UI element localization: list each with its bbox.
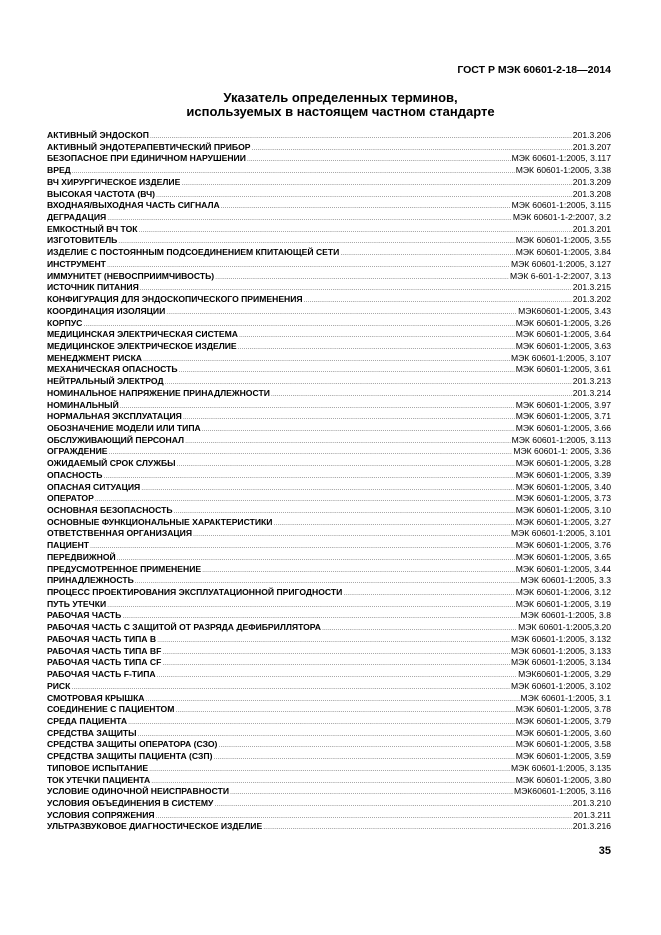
entry-reference: МЭК 60601-1:2005, 3.64 xyxy=(515,329,611,340)
entry-term: СМОТРОВАЯ КРЫШКА xyxy=(47,692,145,703)
entry-term: ИСТОЧНИК ПИТАНИЯ xyxy=(47,282,139,293)
leader-dots xyxy=(218,740,514,752)
entry-reference: МЭК 60601-1-2:2007, 3.2 xyxy=(512,212,611,223)
entry-term: РАБОЧАЯ ЧАСТЬ ТИПА BF xyxy=(47,645,162,656)
leader-dots xyxy=(193,529,510,541)
entry-term: ПРЕДУСМОТРЕННОЕ ПРИМЕНЕНИЕ xyxy=(47,563,202,574)
index-entry xyxy=(47,306,611,318)
entry-reference: МЭК 60601-1:2006, 3.12 xyxy=(515,587,611,598)
entry-term: РИСК xyxy=(47,680,71,691)
entry-term: ОБОЗНАЧЕНИЕ МОДЕЛИ ИЛИ ТИПА xyxy=(47,422,201,433)
entry-reference: МЭК 60601-1:2005, 3.55 xyxy=(515,235,611,246)
index-entry xyxy=(47,751,611,763)
entry-term: АКТИВНЫЙ ЭНДОСКОП xyxy=(47,130,149,140)
index-entry xyxy=(47,165,611,177)
leader-dots xyxy=(107,213,512,225)
index-entry xyxy=(47,177,611,189)
entry-reference: МЭК 60601-1:2005, 3.58 xyxy=(515,739,611,750)
index-entry xyxy=(47,458,611,470)
index-entry xyxy=(47,235,611,247)
entry-term: ОСНОВНАЯ БЕЗОПАСНОСТЬ xyxy=(47,505,173,515)
entry-reference: МЭК 60601-1:2005, 3.97 xyxy=(515,399,611,410)
index-entry xyxy=(47,622,611,634)
entry-term: НОРМАЛЬНАЯ ЭКСПЛУАТАЦИЯ xyxy=(47,411,182,422)
entry-term: РАБОЧАЯ ЧАСТЬ ТИПА CF xyxy=(47,657,162,668)
entry-term: ОПАСНАЯ СИТУАЦИЯ xyxy=(47,481,141,492)
entry-reference: 201.3.206 xyxy=(572,130,611,140)
index-entry xyxy=(47,470,611,482)
entry-term: ОЖИДАЕМЫЙ СРОК СЛУЖБЫ xyxy=(47,458,176,469)
entry-reference: МЭК 60601-1:2005, 3.27 xyxy=(515,516,611,527)
entry-reference: МЭК 60601-1:2005, 3.135 xyxy=(510,762,611,773)
leader-dots xyxy=(177,459,515,471)
entry-reference: МЭК 60601-1:2005, 3.40 xyxy=(515,481,611,492)
entry-term: КОРПУС xyxy=(47,317,83,328)
entry-reference: МЭК 60601-1:2005, 3.3 xyxy=(520,575,611,586)
index-entry xyxy=(47,411,611,423)
entry-reference: МЭК 60601-1:2005, 3.71 xyxy=(515,411,611,422)
leader-dots xyxy=(202,565,515,577)
entry-reference: МЭК60601-1:2005, 3.116 xyxy=(513,786,611,797)
index-entry xyxy=(47,200,611,212)
index-entry xyxy=(47,423,611,435)
index-entry xyxy=(47,353,611,365)
entry-term: КОНФИГУРАЦИЯ ДЛЯ ЭНДОСКОПИЧЕСКОГО ПРИМЕНЕНИЯ xyxy=(47,294,303,305)
index-entry xyxy=(47,294,611,306)
index-entry xyxy=(47,681,611,693)
entry-reference: 201.3.211 xyxy=(573,809,611,820)
entry-term: ПРИНАДЛЕЖНОСТЬ xyxy=(47,575,134,586)
entry-term: ОПАСНОСТЬ xyxy=(47,469,103,480)
entry-reference: МЭК 60601-1:2005, 3.60 xyxy=(515,727,611,738)
entry-term: БЕЗОПАСНОЕ ПРИ ЕДИНИЧНОМ НАРУШЕНИИ xyxy=(47,153,246,164)
index-entry xyxy=(47,821,611,833)
entry-reference: МЭК 60601-1: 2005, 3.36 xyxy=(513,446,611,457)
leader-dots xyxy=(238,342,515,354)
leader-dots xyxy=(263,822,572,834)
index-entry xyxy=(47,341,611,353)
entry-reference: МЭК 60601-1:2005, 3.132 xyxy=(510,633,611,644)
entry-reference: МЭК 60601-1:2005, 3.134 xyxy=(510,657,611,668)
entry-term: ПАЦИЕНТ xyxy=(47,540,90,551)
entry-term: ТИПОВОЕ ИСПЫТАНИЕ xyxy=(47,762,149,773)
index-entry xyxy=(47,646,611,658)
index-entry xyxy=(47,517,611,529)
entry-term: ВЫСОКАЯ ЧАСТОТА (ВЧ) xyxy=(47,188,155,199)
leader-dots xyxy=(162,658,510,670)
entry-reference: 201.3.207 xyxy=(572,141,611,152)
index-entry xyxy=(47,798,611,810)
leader-dots xyxy=(215,272,509,284)
leader-dots xyxy=(166,307,517,319)
entry-term: МЕНЕДЖМЕНТ РИСКА xyxy=(47,352,143,363)
entry-term: ВХОДНАЯ/ВЫХОДНАЯ ЧАСТЬ СИГНАЛА xyxy=(47,200,220,211)
entry-term: СРЕДСТВА ЗАЩИТЫ ПАЦИЕНТА (СЗП) xyxy=(47,751,213,762)
index-entry xyxy=(47,142,611,154)
entry-term: ОСНОВНЫЕ ФУНКЦИОНАЛЬНЫЕ ХАРАКТЕРИСТИКИ xyxy=(47,516,273,527)
leader-dots xyxy=(181,178,571,190)
entry-term: СРЕДСТВА ЗАЩИТЫ xyxy=(47,727,137,738)
index-entry xyxy=(47,212,611,224)
index-entry xyxy=(47,634,611,646)
entry-reference: МЭК 60601-1:2005, 3.76 xyxy=(515,540,611,551)
entry-term: ОГРАЖДЕНИЕ xyxy=(47,446,108,457)
entry-term: АКТИВНЫЙ ЭНДОТЕРАПЕВТИЧЕСКИЙ ПРИБОР xyxy=(47,141,251,152)
entry-reference: МЭК 60601-1:2005, 3.1 xyxy=(520,692,611,703)
index-entry xyxy=(47,259,611,271)
leader-dots xyxy=(202,424,515,436)
entry-term: ОБСЛУЖИВАЮЩИЙ ПЕРСОНАЛ xyxy=(47,434,185,445)
leader-dots xyxy=(340,248,514,260)
entry-term: ПРОЦЕСС ПРОЕКТИРОВАНИЯ ЭКСПЛУАТАЦИОННОЙ ПРИГОДНОСТИ xyxy=(47,587,343,598)
leader-dots xyxy=(213,752,514,764)
entry-term: УСЛОВИЕ ОДИНОЧНОЙ НЕИСПРАВНОСТИ xyxy=(47,786,230,797)
leader-dots xyxy=(162,647,510,659)
index-entry xyxy=(47,540,611,552)
index-entry xyxy=(47,130,611,142)
entry-reference: 201.3.213 xyxy=(572,376,611,387)
entry-term: МЕДИЦИНСКАЯ ЭЛЕКТРИЧЕСКАЯ СИСТЕМА xyxy=(47,329,238,340)
entry-reference: МЭК60601-1:2005, 3.29 xyxy=(518,669,611,680)
leader-dots xyxy=(273,518,514,530)
entry-reference: МЭК 60601-1:2005, 3.28 xyxy=(515,458,611,469)
entry-term: ИЗДЕЛИЕ С ПОСТОЯННЫМ ПОДСОЕДИНЕНИЕМ КПИТАЮЩЕЙ СЕТИ xyxy=(47,247,340,258)
entry-reference: МЭК 60601-1:2005, 3.113 xyxy=(511,434,611,445)
index-entry xyxy=(47,482,611,494)
entry-term: ВЧ ХИРУРГИЧЕСКОЕ ИЗДЕЛИЕ xyxy=(47,176,181,187)
leader-dots xyxy=(179,365,515,377)
document-header: ГОСТ Р МЭК 60601-2-18—2014 xyxy=(457,64,611,76)
entry-term: СОЕДИНЕНИЕ С ПАЦИЕНТОМ xyxy=(47,704,175,715)
index-entry xyxy=(47,669,611,681)
entry-reference: 201.3.216 xyxy=(572,821,611,832)
leader-dots xyxy=(103,471,514,483)
entry-term: НЕЙТРАЛЬНЫЙ ЭЛЕКТРОД xyxy=(47,376,164,387)
index-entry xyxy=(47,728,611,740)
leader-dots xyxy=(185,436,511,448)
entry-reference: МЭК 60601-1:2005, 3.107 xyxy=(510,352,611,363)
entry-term: РАБОЧАЯ ЧАСТЬ С ЗАЩИТОЙ ОТ РАЗРЯДА ДЕФИБРИЛЛЯТОРА xyxy=(47,622,321,633)
leader-dots xyxy=(128,717,515,729)
entry-reference: МЭК 60601-1:2005, 3.127 xyxy=(510,258,611,269)
index-entry xyxy=(47,282,611,294)
entry-term: ТОК УТЕЧКИ ПАЦИЕНТА xyxy=(47,774,151,785)
index-entry xyxy=(47,493,611,505)
index-entry xyxy=(47,329,611,341)
entry-term: ОПЕРАТОР xyxy=(47,493,94,504)
entry-term: РАБОЧАЯ ЧАСТЬ F-ТИПА xyxy=(47,669,156,680)
index-entry xyxy=(47,739,611,751)
leader-dots xyxy=(157,635,510,647)
index-entry xyxy=(47,271,611,283)
leader-dots xyxy=(175,705,514,717)
entry-reference: МЭК 60601-1:2005, 3.39 xyxy=(515,469,611,480)
title-line-2: используемых в настоящем частном стандарте xyxy=(186,104,495,119)
index-entry xyxy=(47,435,611,447)
index-entry xyxy=(47,364,611,376)
entry-reference: 201.3.208 xyxy=(572,188,611,199)
entry-reference: 201.3.202 xyxy=(572,294,611,305)
entry-reference: МЭК 60601-1:2005, 3.78 xyxy=(515,704,611,715)
index-entry xyxy=(47,247,611,259)
leader-dots xyxy=(143,354,510,366)
entry-reference: МЭК 60601-1:2005, 3.80 xyxy=(515,774,611,785)
entry-term: МЕДИЦИНСКОЕ ЭЛЕКТРИЧЕСКОЕ ИЗДЕЛИЕ xyxy=(47,340,237,351)
entry-term: СРЕДА ПАЦИЕНТА xyxy=(47,715,128,726)
entry-term: РАБОЧАЯ ЧАСТЬ xyxy=(47,610,122,621)
index-entry xyxy=(47,716,611,728)
index-entry xyxy=(47,610,611,622)
index-entry xyxy=(47,376,611,388)
index-entry xyxy=(47,693,611,705)
leader-dots xyxy=(214,799,571,811)
leader-dots xyxy=(139,225,572,237)
entry-reference: МЭК 60601-1:2005, 3.73 xyxy=(515,493,611,504)
entry-reference: МЭК 60601-1:2005, 3.133 xyxy=(510,645,611,656)
entry-reference: МЭК 60601-1:2005, 3.101 xyxy=(510,528,611,539)
leader-dots xyxy=(183,412,515,424)
entry-reference: МЭК 60601-1:2005, 3.38 xyxy=(515,165,611,176)
entry-term: НОМИНАЛЬНЫЙ xyxy=(47,399,119,410)
index-entry xyxy=(47,786,611,798)
entry-term: ОТВЕТСТВЕННАЯ ОРГАНИЗАЦИЯ xyxy=(47,528,193,539)
index-entry xyxy=(47,189,611,201)
leader-dots xyxy=(239,330,515,342)
entry-term: УЛЬТРАЗВУКОВОЕ ДИАГНОСТИЧЕСКОЕ ИЗДЕЛИЕ xyxy=(47,821,263,832)
entry-term: НОМИНАЛЬНОЕ НАПРЯЖЕНИЕ ПРИНАДЛЕЖНОСТИ xyxy=(47,387,270,398)
entry-reference: 201.3.214 xyxy=(572,387,611,398)
entry-term: УСЛОВИЯ ОБЪЕДИНЕНИЯ В СИСТЕМУ xyxy=(47,797,214,808)
entry-reference: МЭК 60601-1:2005, 3.66 xyxy=(515,422,611,433)
entry-reference: МЭК 60601-1:2005, 3.10 xyxy=(515,505,611,515)
entry-reference: МЭК60601-1:2005, 3.43 xyxy=(518,305,611,316)
entry-reference: МЭК 60601-1:2005, 3.26 xyxy=(515,317,611,328)
entry-reference: МЭК 6-601-1-2:2007, 3.13 xyxy=(510,270,611,281)
index-entry xyxy=(47,775,611,787)
entry-reference: МЭК 60601-1:2005, 3.59 xyxy=(515,751,611,762)
entry-reference: 201.3.209 xyxy=(572,176,611,187)
index-entry xyxy=(47,318,611,330)
entry-term: ПУТЬ УТЕЧКИ xyxy=(47,598,107,609)
index-entry xyxy=(47,552,611,564)
entry-reference: МЭК 60601-1:2005, 3.84 xyxy=(515,247,611,258)
page-title xyxy=(0,91,661,119)
entry-term: ЕМКОСТНЫЙ ВЧ ТОК xyxy=(47,223,138,234)
index-entry xyxy=(47,657,611,669)
entry-term: ИЗГОТОВИТЕЛЬ xyxy=(47,235,118,246)
index-entry xyxy=(47,224,611,236)
leader-dots xyxy=(221,201,511,213)
index-entry xyxy=(47,704,611,716)
entry-term: СРЕДСТВА ЗАЩИТЫ ОПЕРАТОРА (СЗО) xyxy=(47,739,218,750)
entry-reference: МЭК 60601-1:2005, 3.8 xyxy=(520,610,611,621)
entry-term: ИММУНИТЕТ (НЕВОСПРИИМЧИВОСТЬ) xyxy=(47,270,215,281)
index-entry xyxy=(47,587,611,599)
leader-dots xyxy=(107,600,515,612)
entry-reference: МЭК 60601-1:2005, 3.44 xyxy=(515,563,611,574)
leader-dots xyxy=(90,541,515,553)
entry-term: ДЕГРАДАЦИЯ xyxy=(47,212,107,223)
entry-reference: МЭК 60601-1:2005, 3.79 xyxy=(515,715,611,726)
index-entry xyxy=(47,763,611,775)
index-entry xyxy=(47,564,611,576)
leader-dots xyxy=(343,588,514,600)
index-entry xyxy=(47,153,611,165)
index-entry xyxy=(47,446,611,458)
entry-term: РАБОЧАЯ ЧАСТЬ ТИПА В xyxy=(47,633,157,644)
index-entry xyxy=(47,810,611,822)
entry-term: ПЕРЕДВИЖНОЙ xyxy=(47,551,116,562)
index-entry xyxy=(47,528,611,540)
entry-reference: МЭК 60601-1:2005, 3.115 xyxy=(511,200,611,211)
index-entry xyxy=(47,599,611,611)
index-entry xyxy=(47,575,611,587)
leader-dots xyxy=(322,623,517,635)
entry-reference: МЭК 60601-1:2005, 3.63 xyxy=(515,340,611,351)
leader-dots xyxy=(141,483,515,495)
entry-term: МЕХАНИЧЕСКАЯ ОПАСНОСТЬ xyxy=(47,364,178,375)
entry-reference: 201.3.210 xyxy=(572,797,611,808)
entry-reference: 201.3.201 xyxy=(572,223,611,234)
entry-term: УСЛОВИЯ СОПРЯЖЕНИЯ xyxy=(47,809,155,820)
entry-reference: МЭК 60601-1:2005, 3.102 xyxy=(510,680,611,691)
entry-reference: МЭК 60601-1:2005, 3.19 xyxy=(515,598,611,609)
entry-term: КООРДИНАЦИЯ ИЗОЛЯЦИИ xyxy=(47,305,166,316)
entry-reference: МЭК 60601-1:2005, 3.65 xyxy=(515,551,611,562)
entry-term: ВРЕД xyxy=(47,165,71,176)
leader-dots xyxy=(247,154,511,166)
index-entry xyxy=(47,400,611,412)
index-entry xyxy=(47,505,611,517)
entry-reference: МЭК 60601-1:2005,3.20 xyxy=(518,622,611,633)
leader-dots xyxy=(157,670,518,682)
entry-reference: МЭК 60601-1:2005, 3.117 xyxy=(511,153,611,164)
leader-dots xyxy=(149,764,510,776)
entry-reference: 201.3.215 xyxy=(572,282,611,293)
term-index-list xyxy=(47,130,611,833)
title-line-1: Указатель определенных терминов, xyxy=(223,90,458,105)
entry-term: ИНСТРУМЕНТ xyxy=(47,258,106,269)
leader-dots xyxy=(230,787,513,799)
page-number: 35 xyxy=(598,845,611,857)
entry-reference: МЭК 60601-1:2005, 3.61 xyxy=(515,364,611,375)
leader-dots xyxy=(146,694,520,706)
index-entry xyxy=(47,388,611,400)
